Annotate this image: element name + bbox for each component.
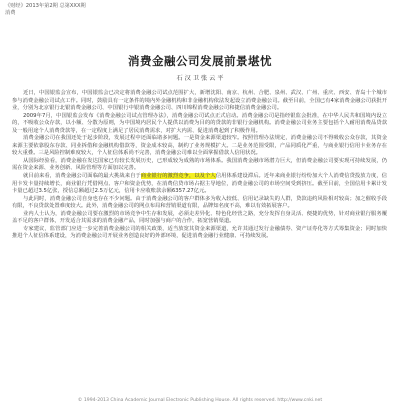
paragraph-4 — [12, 173, 387, 196]
paragraph-7: 专家建议，监管部门应进一步完善消费金融公司的相关政策，适当放宽其资金来源渠道，允许其通过发行金融债券、资产证券化等方式筹集资金；同时加快推进个人征信体系建设，为消费金融公司开展业务创造良好的外部环境，促进消费金融行业健康、可持续发展。 — [12, 225, 387, 240]
paragraph-4-rest: 信用体系建设滞后。近年来商业银行纷纷加大个人消费信贷投放力度，信用卡发卡量持续增长，商业银行凭借网点、客户和资金优势，在消费信贷市场占据主导地位，消费金融公司的市场空间受到挤压。截至目前，全国信用卡累计发卡量已超过3.5亿张，授信总额超过2.5万亿元，信用卡应收账款余额6357.27亿元。 — [12, 173, 387, 195]
article-authors: 石 汉 卫 张 云 平 — [176, 75, 224, 82]
paragraph-3: 从国际经验看，消费金融在发达国家已有较长发展历史，已形成较为成熟的市场体系。我国消费金融市场潜力巨大，但消费金融公司要实现可持续发展，仍需在资金来源、业务创新、风险管理等方面加以完善。 — [12, 157, 387, 172]
highlighted-text: 商业银行的激烈竞争，以及个人 — [140, 173, 216, 180]
copyright-footer: © 1994-2013 China Academic Journal Electronic Publishing House. All rights reserved. http://www.cnki.net — [77, 398, 323, 403]
article-body — [12, 90, 387, 241]
paragraph-1a: 近日，中国银监会宣布，中国银监会已决定将消费金融公司试点范围扩大，新增沈阳、南京、杭州、合肥、泉州、武汉、广州、重庆、西安、青岛十个城市参与消费金融公司试点工作。同时，鼓励具有一定条件的境内外金融机构和非金融机构依法发起设立消费金融公司。截至目前，全国已有4家消费金融公司获批开业，分别为北京银行北银消费金融公司、中国银行中银消费金融公司、四川锦程消费金融公司和捷信消费金融公司。 — [12, 90, 387, 112]
paragraph-6: 业内人士认为，消费金融公司要在激烈的市场竞争中生存和发展，必须走差异化、特色化经营之路，充分发挥自身灵活、便捷的优势，针对商业银行服务覆盖不足的客户群体，开发适合其需求的消费金融产品，同时加强与商户的合作，拓宽营销渠道。 — [12, 210, 387, 225]
paragraph-5: 与此同时，消费金融公司自身也存在不少问题。由于消费金融公司的客户群体多为收入较低、信用记录缺失的人群，贷款违约风险相对较高；加之催收手段有限，不良贷款处置难度较大。此外，消费金融公司的网点布局和营销渠道有限，品牌知名度不高，难以有效拓展客户。 — [12, 195, 387, 210]
journal-issue-line: 《财经》2013年第2期 总第XXX期 — [5, 3, 86, 9]
paragraph-2: 消费金融公司在我国还处于起步阶段，发展过程中还面临诸多问题。一是资金来源渠道较窄。按照管理办法规定，消费金融公司不得吸收公众存款，其资金来源主要依靠股东存款、同业拆借和金融机构借款等，资金成本较高，制约了业务规模扩大。二是业务范围受限，产品同质化严重，与商业银行信用卡业务存在较大重叠。三是风险控制难度较大，个人征信体系尚不完善，消费金融公司难以全面掌握借款人信用状况。 — [12, 135, 387, 157]
paragraph-1b: 2009年7月，中国银监会发布《消费金融公司试点管理办法》，消费金融公司试点正式启动。消费金融公司是指经银监会批准，在中华人民共和国境内设立的，不吸收公众存款，以小额、分散为原则，为中国境内居民个人提供以消费为目的的贷款的非银行金融机构。消费金融公司业务主要包括个人耐用消费品贷款及一般用途个人消费贷款等，在一定程度上满足了居民消费需求，对扩大内需、促进消费起到了积极作用。 — [12, 112, 387, 134]
paragraph-4-lead: 就目前来看，消费金融公司面临的最大挑战来自于 — [23, 173, 141, 180]
journal-section-line: 消费 — [5, 10, 16, 16]
journal-header — [5, 3, 86, 17]
article-title: 消费金融公司发展前景堪忧 — [128, 54, 272, 68]
